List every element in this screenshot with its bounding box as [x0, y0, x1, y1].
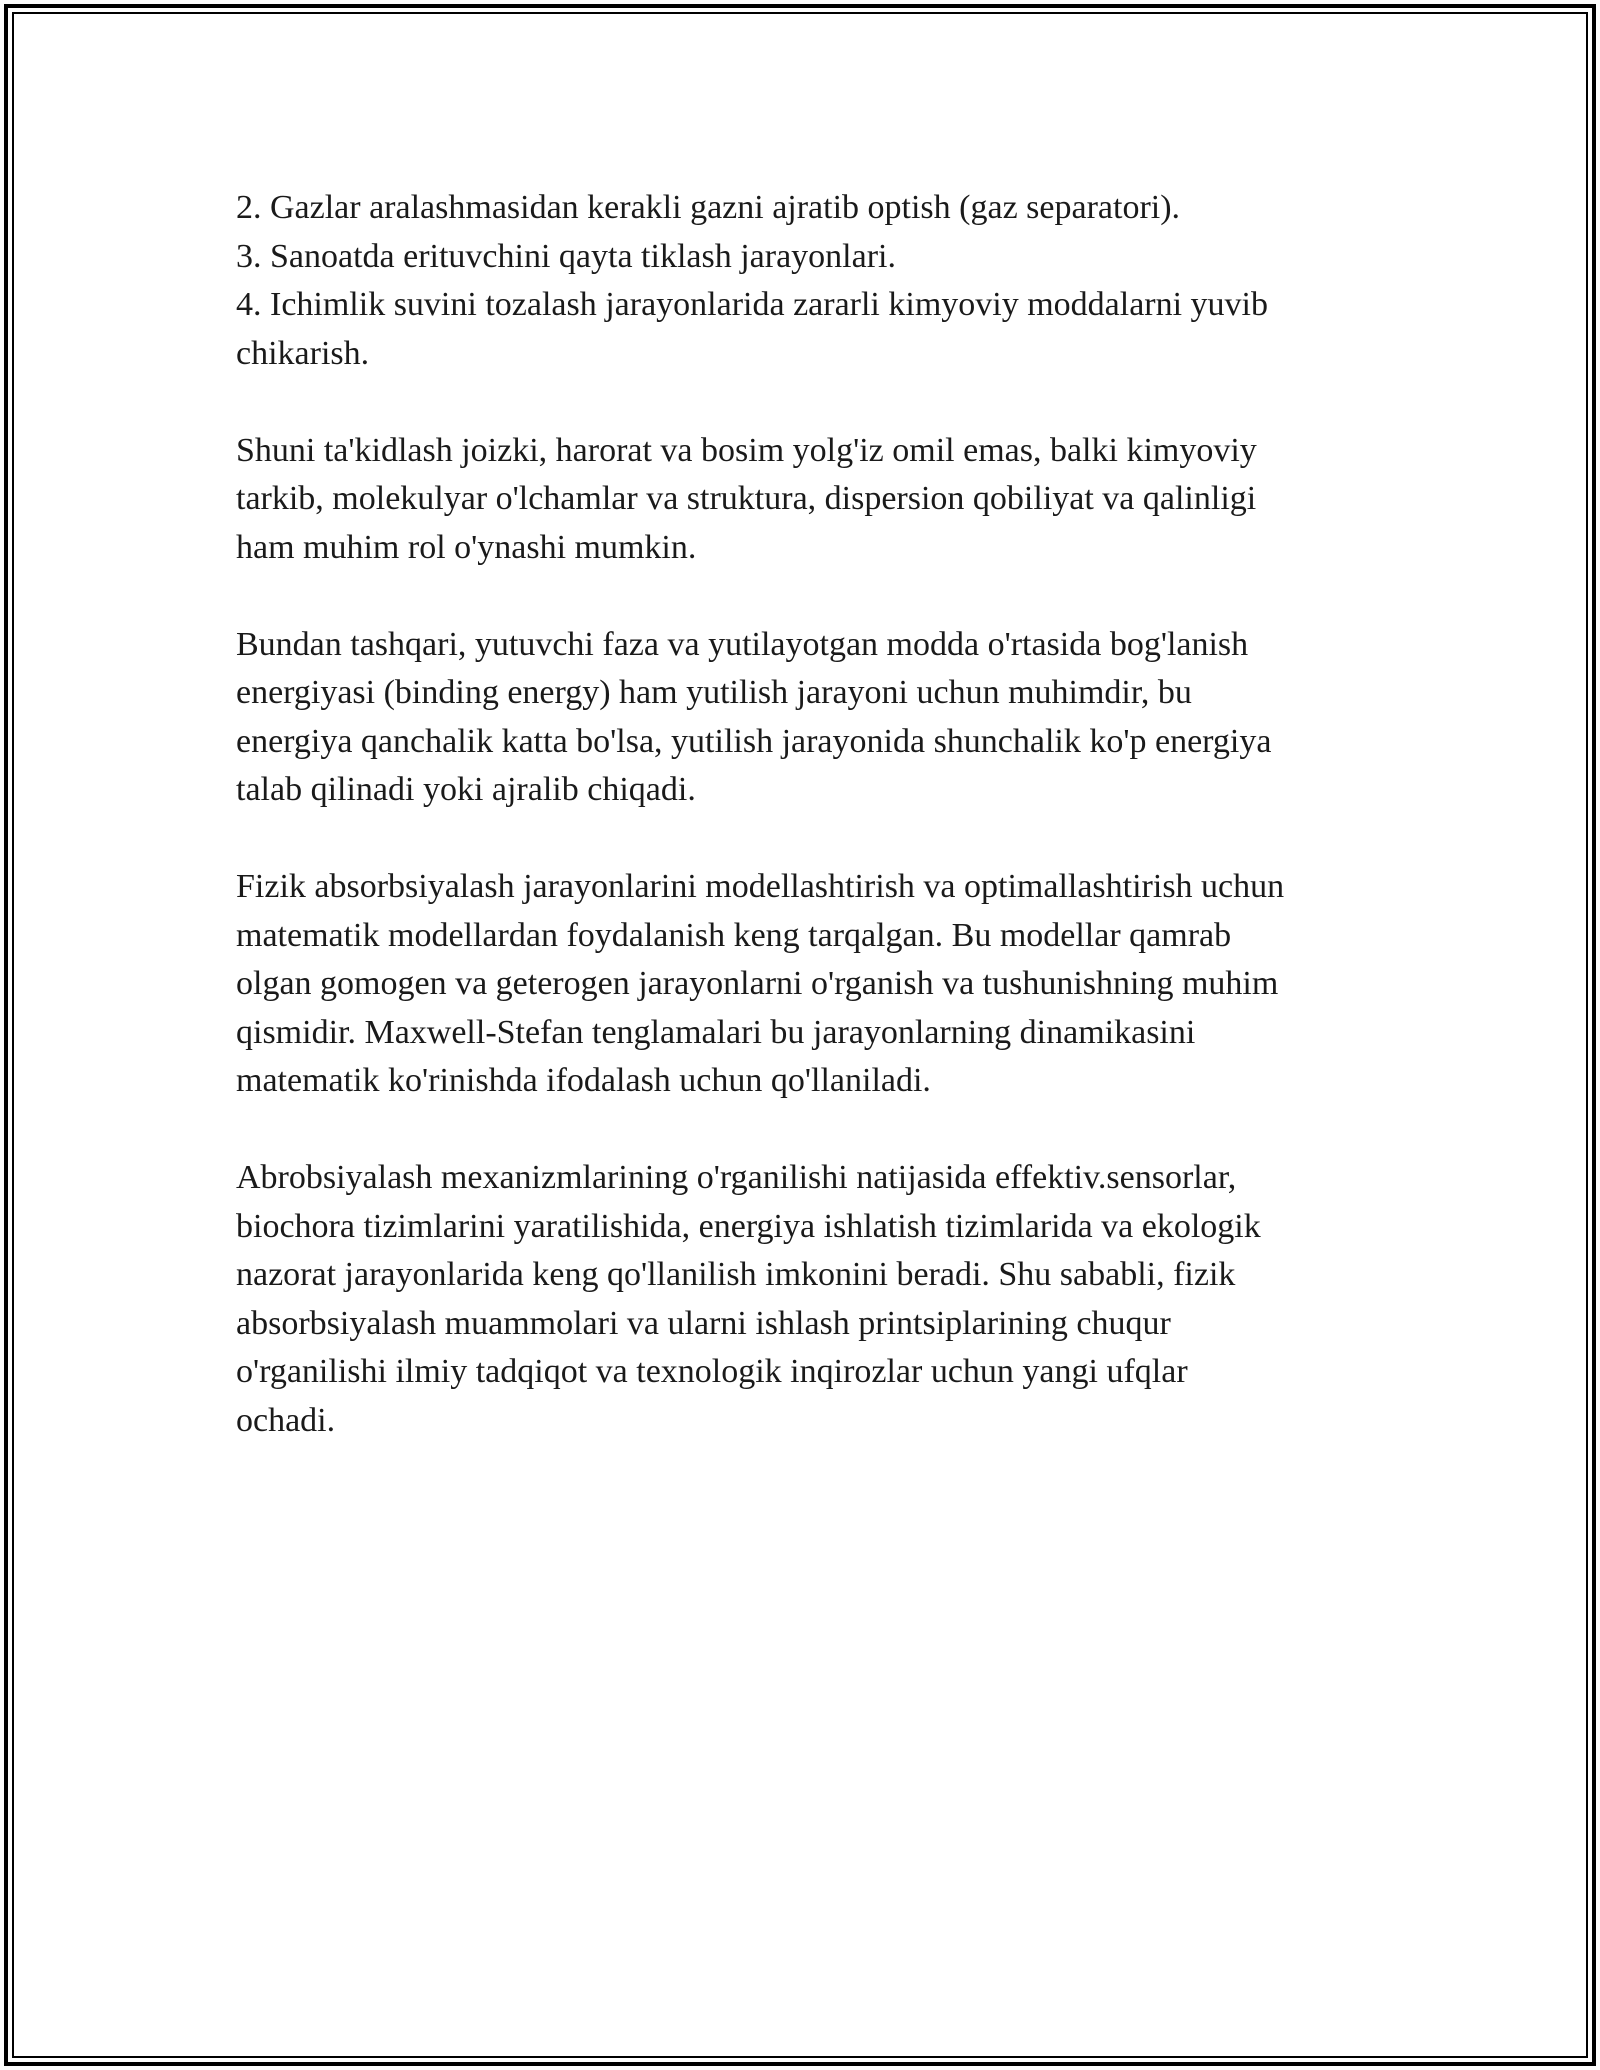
- paragraph-line: Abrobsiyalash mexanizmlarining o'rganilishi natijasida effektiv.sensorlar,: [236, 1159, 1237, 1196]
- paragraph-line: Shuni ta'kidlash joizki, harorat va bosim yolg'iz omil emas, balki kimyoviy: [236, 431, 1257, 469]
- paragraph-line: nazorat jarayonlarida keng qo'llanilish imkonini beradi. Shu sababli, fizik: [236, 1256, 1236, 1293]
- paragraph-line: ochadi.: [236, 1401, 336, 1439]
- paragraph-4: [236, 1154, 1376, 1445]
- document-body: [236, 184, 1376, 1445]
- paragraph-line: Bundan tashqari, yutuvchi faza va yutilayotgan modda o'rtasida bog'lanish: [236, 625, 1249, 663]
- paragraph-line: matematik ko'rinishda ifodalash uchun qo'llaniladi.: [236, 1062, 931, 1099]
- paragraph-line: ham muhim rol o'ynashi mumkin.: [236, 528, 697, 566]
- paragraph-line: energiyasi (binding energy) ham yutilish jarayoni uchun muhimdir, bu: [236, 674, 1192, 711]
- paragraph-1: [236, 427, 1376, 573]
- paragraph-line: matematik modellardan foydalanish keng tarqalgan. Bu modellar qamrab: [236, 916, 1232, 954]
- paragraph-2: [236, 621, 1376, 815]
- list-item-4: 4. Ichimlik suvini tozalash jarayonlarida zararli kimyoviy moddalarni yuvib: [236, 286, 1269, 323]
- paragraph-line: energiya qanchalik katta bo'lsa, yutilish jarayonida shunchalik ko'p energiya: [236, 722, 1272, 760]
- paragraph-line: tarkib, molekulyar o'lchamlar va struktura, dispersion qobiliyat va qalinligi: [236, 480, 1257, 517]
- paragraph-line: biochora tizimlarini yaratilishida, energiya ishlatish tizimlarida va ekologik: [236, 1207, 1261, 1245]
- list-item-2: 2. Gazlar aralashmasidan kerakli gazni ajratib optish (gaz separatori).: [236, 189, 1181, 226]
- list-item-3: 3. Sanoatda erituvchini qayta tiklash jarayonlari.: [236, 237, 896, 275]
- paragraph-spacer: [236, 1106, 1376, 1155]
- paragraph-line: Fizik absorbsiyalash jarayonlarini modellashtirish va optimallashtirish uchun: [236, 868, 1285, 905]
- paragraph-line: olgan gomogen va geterogen jarayonlarni o'rganish va tushunishning muhim: [236, 965, 1279, 1002]
- paragraph-line: o'rganilishi ilmiy tadqiqot va texnologik inqirozlar uchun yangi ufqlar: [236, 1353, 1188, 1390]
- paragraph-3: [236, 863, 1376, 1106]
- list-item-4-continued: chikarish.: [236, 334, 370, 372]
- paragraph-line: absorbsiyalash muammolari va ularni ishlash printsiplarining chuqur: [236, 1304, 1171, 1342]
- paragraph-spacer: [236, 572, 1376, 621]
- paragraph-line: talab qilinadi yoki ajralib chiqadi.: [236, 771, 696, 808]
- paragraph-spacer: [236, 378, 1376, 427]
- paragraph-spacer: [236, 815, 1376, 864]
- paragraph-line: qismidir. Maxwell-Stefan tenglamalari bu jarayonlarning dinamikasini: [236, 1013, 1196, 1051]
- numbered-list: [236, 184, 1376, 378]
